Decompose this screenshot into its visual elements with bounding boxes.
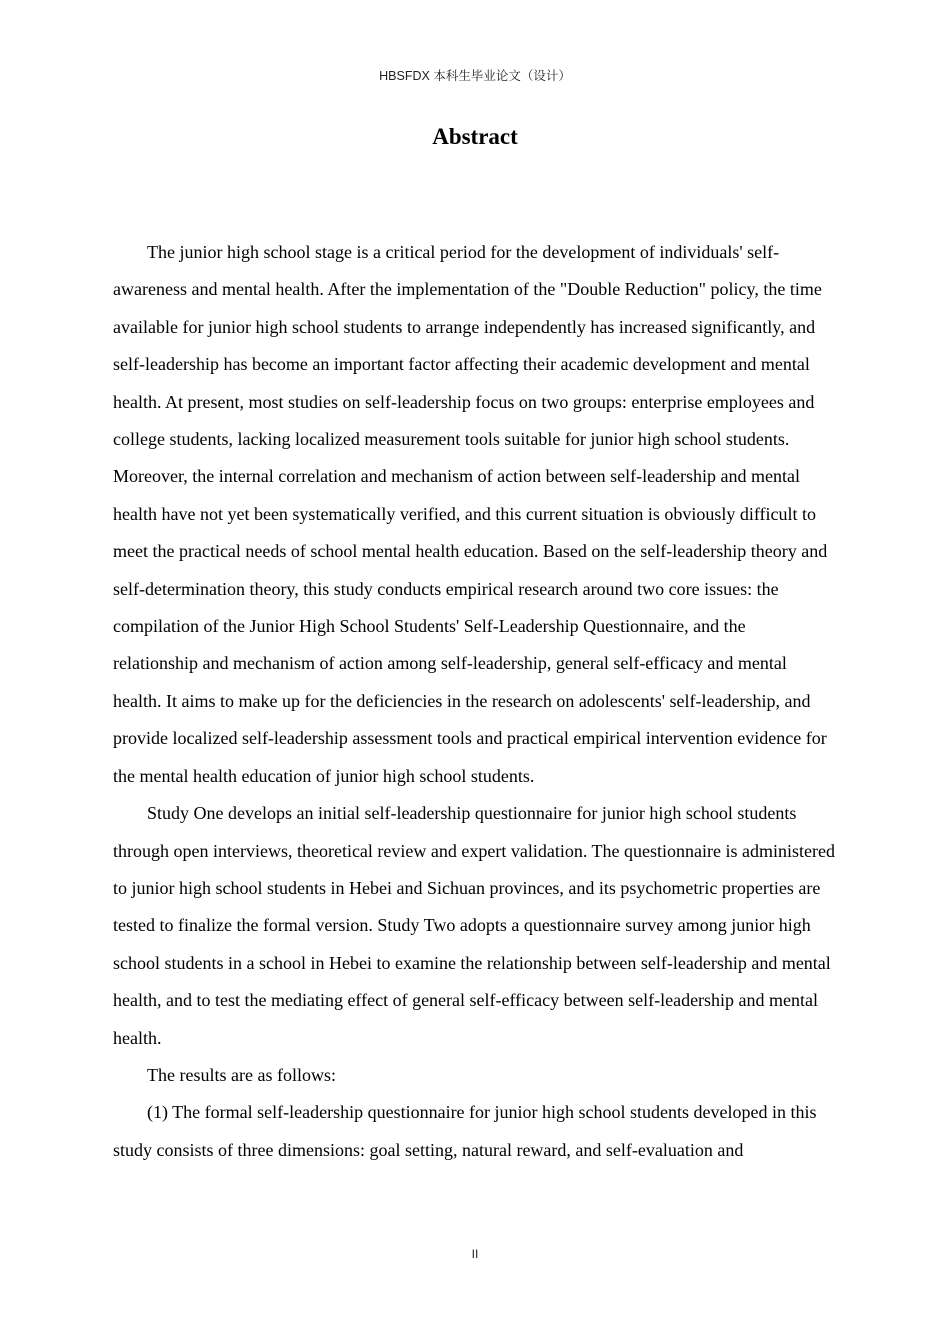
page-number: II — [471, 1247, 479, 1261]
abstract-paragraph: (1) The formal self-leadership questionnaire for junior high school students developed in this study consists of three dimensions: goal setting, natural reward, and self-evaluation and — [113, 1102, 817, 1160]
page-title: Abstract — [432, 124, 518, 149]
running-header: HBSFDX 本科生毕业论文（设计） — [379, 69, 571, 83]
abstract-paragraph: The results are as follows: — [147, 1064, 336, 1085]
abstract-paragraph: Study One develops an initial self-leadership questionnaire for junior high school students through open interviews, theoretical review and expert validation. The questionnaire is administered to junior high school students in Hebei and Sichuan provinces, and its psychometric properties are tested to finalize the formal version. Study Two adopts a questionnaire survey among junior high school students in a school in Hebei to examine the relationship between self-leadership and mental health, and to test the mediating effect of general self-efficacy between self-leadership and mental health. — [113, 803, 835, 1048]
abstract-paragraph: The junior high school stage is a critical period for the development of individuals' self-awareness and mental health. After the implementation of the "Double Reduction" policy, the time available for junior high school students to arrange independently has increased significantly, and self-leadership has become an important factor affecting their academic development and mental health. At present, most studies on self-leadership focus on two groups: enterprise employees and college students, lacking localized measurement tools suitable for junior high school students. Moreover, the internal correlation and mechanism of action between self-leadership and mental health have not yet been systematically verified, and this current situation is obviously difficult to meet the practical needs of school mental health education. Based on the self-leadership theory and self-determination theory, this study conducts empirical research around two core issues: the compilation of the Junior High School Students' Self-Leadership Questionnaire, and the relationship and mechanism of action among self-leadership, general self-efficacy and mental health. It aims to make up for the deficiencies in the research on adolescents' self-leadership, and provide localized self-leadership assessment tools and practical empirical intervention evidence for the mental health education of junior high school students. — [113, 242, 828, 786]
abstract-body — [113, 234, 835, 1169]
